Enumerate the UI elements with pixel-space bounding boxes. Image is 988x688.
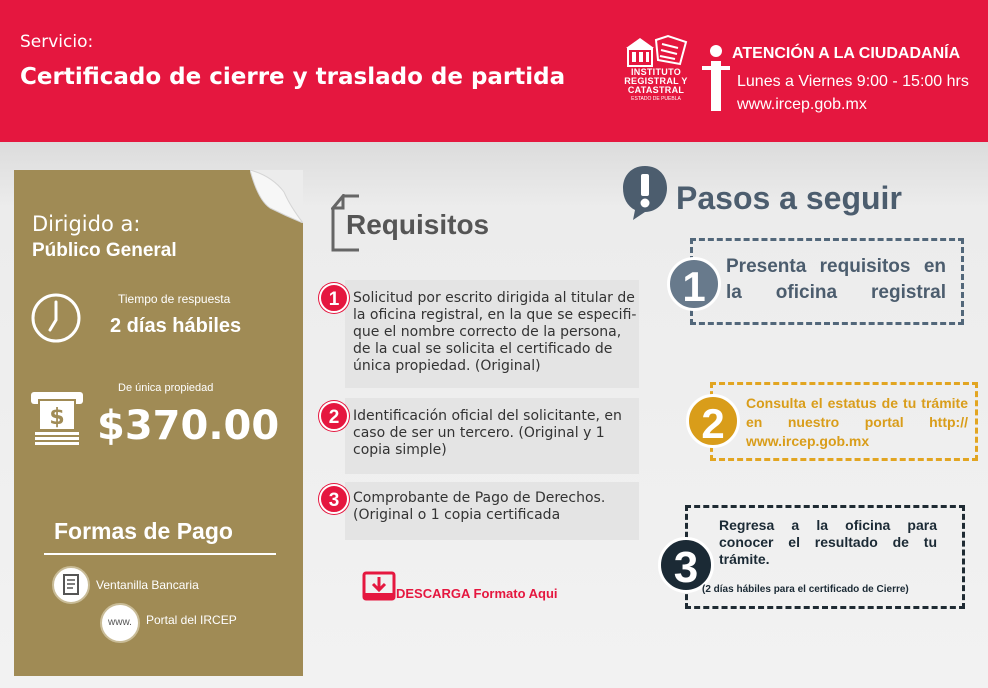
- response-time-label: Tiempo de respuesta: [118, 292, 231, 306]
- requirement-number: 3: [319, 484, 349, 514]
- attention-title: ATENCIÓN A LA CIUDADANÍA: [732, 45, 961, 62]
- attention-url[interactable]: www.ircep.gob.mx: [737, 96, 867, 113]
- requirement-text: Comprobante de Pago de Derechos. (Original o 1 copia certificada: [353, 490, 606, 523]
- payment-divider: [44, 553, 276, 555]
- step-text: Consulta el estatus de tu trámite en nuestro portal http:// www.ircep.gob.mx: [746, 395, 968, 449]
- logo-subtitle: ESTADO DE PUEBLA: [631, 96, 681, 102]
- payment-method-bank: Ventanilla Bancaria: [96, 578, 199, 592]
- payment-methods-title: Formas de Pago: [54, 518, 233, 544]
- page-fold-icon: [250, 170, 303, 223]
- requirement-number: 1: [319, 283, 349, 313]
- download-icon[interactable]: [362, 571, 396, 601]
- price-label: De única propiedad: [118, 382, 214, 394]
- exclamation-icon: [621, 164, 669, 222]
- step-text: Presenta requisitos en la oficina registral: [726, 256, 946, 303]
- step-number: 3: [658, 537, 714, 593]
- steps-title: Pasos a seguir: [676, 180, 902, 216]
- info-icon: [700, 44, 732, 114]
- cash-register-icon: [27, 388, 87, 446]
- directed-value: Público General: [32, 240, 177, 261]
- payment-method-portal[interactable]: Portal del IRCEP: [146, 613, 237, 627]
- requirement-number: 2: [319, 401, 349, 431]
- document-icon: [52, 566, 90, 604]
- attention-hours: Lunes a Viernes 9:00 - 15:00 hrs: [737, 73, 969, 90]
- service-label: Servicio:: [20, 32, 94, 52]
- ircep-logo: [620, 34, 692, 102]
- step-note: (2 días hábiles para el certificado de Cierre): [702, 584, 909, 595]
- requirement-text: Solicitud por escrito dirigida al titular de la oficina registral, en la que se especifi-que el nombre correcto de la persona, de la cual se solicita el certificado de única propiedad. (Original): [353, 290, 637, 374]
- logo-line: CATASTRAL: [627, 85, 685, 95]
- www-icon: www.: [100, 603, 140, 643]
- download-format-link[interactable]: DESCARGA Formato Aqui: [396, 586, 558, 601]
- building-icon: [620, 34, 692, 68]
- step-number: 2: [686, 394, 740, 448]
- step-text: Regresa a la oficina para conocer el resultado de tu trámite.: [719, 517, 937, 567]
- logo-line: INSTITUTO: [630, 67, 682, 77]
- requirements-title: Requisitos: [346, 209, 490, 240]
- response-time-value: 2 días hábiles: [110, 315, 242, 337]
- clock-icon: [30, 292, 82, 344]
- step-number: 1: [667, 257, 721, 311]
- service-title: Certificado de cierre y traslado de partida: [20, 64, 566, 90]
- svg-text:$: $: [49, 405, 65, 430]
- price-value: $370.00: [97, 403, 280, 449]
- header-banner: [0, 0, 988, 142]
- directed-label: Dirigido a:: [32, 212, 141, 236]
- logo-name: [620, 68, 692, 102]
- requirement-text: Identificación oficial del solicitante, en caso de ser un tercero. (Original y 1 copia simple): [353, 408, 622, 458]
- logo-line: REGISTRAL Y: [624, 76, 688, 86]
